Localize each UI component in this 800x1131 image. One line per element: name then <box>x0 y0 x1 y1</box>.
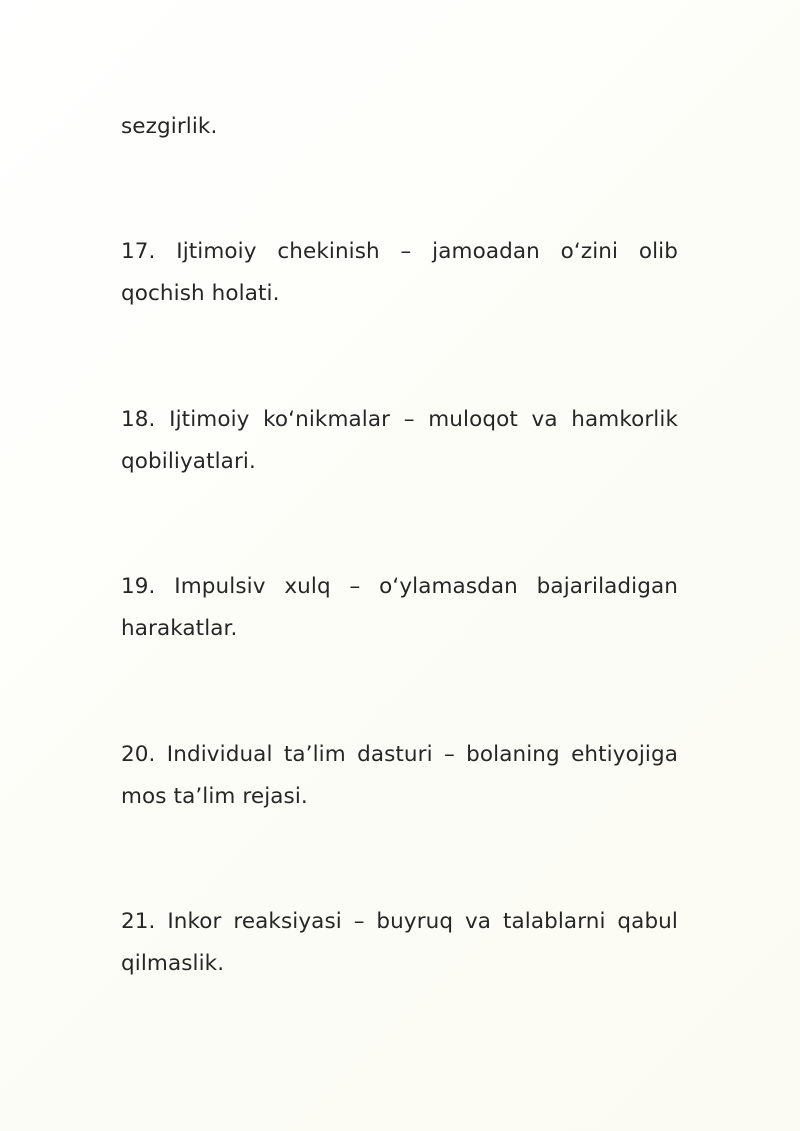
glossary-entry-17: 17. Ijtimoiy chekinish – jamoadan o‘zini olib qochish holati. <box>121 239 678 306</box>
glossary-entry-21: 21. Inkor reaksiyasi – buyruq va talablarni qabul qilmaslik. <box>121 909 678 976</box>
glossary-entry-18: 18. Ijtimoiy ko‘nikmalar – muloqot va hamkorlik qobiliyatlari. <box>121 407 678 474</box>
paragraph-continuation: sezgirlik. <box>121 114 218 139</box>
glossary-entry-19: 19. Impulsiv xulq – o‘ylamasdan bajariladigan harakatlar. <box>121 574 678 641</box>
glossary-entry-20: 20. Individual ta’lim dasturi – bolaning ehtiyojiga mos ta’lim rejasi. <box>121 742 678 809</box>
